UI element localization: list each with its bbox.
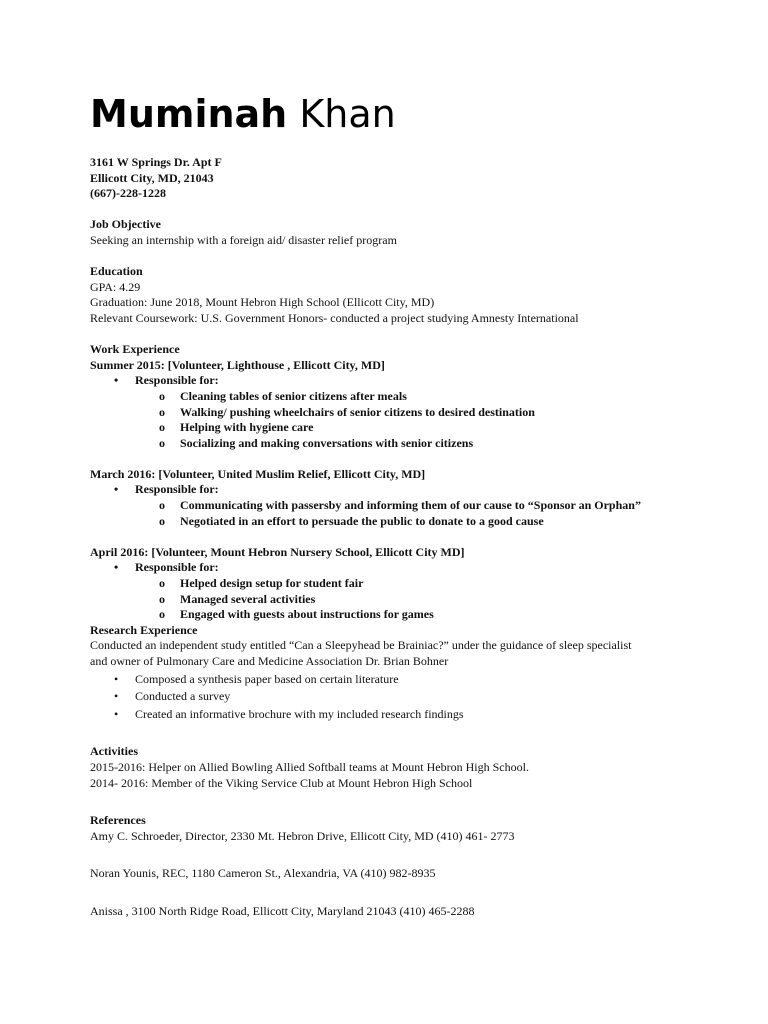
circle-bullet-icon: o	[159, 435, 165, 450]
education-gpa: GPA: 4.29	[90, 279, 141, 294]
duty-text: Helping with hygiene care	[180, 420, 314, 435]
circle-bullet-icon: o	[159, 420, 165, 435]
research-item	[90, 672, 730, 688]
last-name: Khan	[299, 92, 396, 136]
duty-text: Socializing and making conversations with senior citizens	[180, 435, 474, 450]
candidate-name	[90, 92, 396, 136]
circle-bullet-icon: o	[159, 607, 165, 622]
duty-item	[90, 592, 730, 608]
research-description-line-2: and owner of Pulmonary Care and Medicine Association Dr. Brian Bohner	[90, 654, 449, 668]
bullet-icon: •	[114, 706, 119, 721]
reference-item: Amy C. Schroeder, Director, 2330 Mt. Hebron Drive, Ellicott City, MD (410) 461- 2773	[90, 828, 515, 843]
bullet-icon: •	[114, 373, 119, 388]
research-heading: Research Experience	[90, 622, 198, 637]
responsible-label: Responsible for:	[135, 373, 219, 388]
research-item-text: Created an informative brochure with my included research findings	[135, 706, 464, 721]
references-heading: References	[90, 813, 146, 828]
duty-item	[90, 389, 730, 405]
activity-item: 2014- 2016: Member of the Viking Service Club at Mount Hebron High School	[90, 775, 473, 790]
first-name: Muminah	[90, 92, 288, 136]
address-line-2: Ellicott City, MD, 21043	[90, 170, 214, 185]
duty-text: Negotiated in an effort to persuade the public to donate to a good cause	[180, 513, 544, 528]
activity-item: 2015-2016: Helper on Allied Bowling Allied Softball teams at Mount Hebron High School.	[90, 759, 529, 774]
duty-item	[90, 514, 730, 530]
duty-item	[90, 498, 730, 514]
activities-heading: Activities	[90, 744, 138, 759]
address-line-1: 3161 W Springs Dr. Apt F	[90, 155, 222, 169]
duty-item	[90, 405, 730, 421]
reference-item: Noran Younis, REC, 1180 Cameron St., Alexandria, VA (410) 982-8935	[90, 866, 436, 881]
circle-bullet-icon: o	[159, 404, 165, 419]
research-item-text: Conducted a survey	[135, 689, 231, 704]
duty-text: Communicating with passersby and informing them of our cause to “Sponsor an Orphan”	[180, 498, 641, 513]
duty-item	[90, 607, 730, 623]
responsible-bullet	[90, 373, 730, 389]
circle-bullet-icon: o	[159, 388, 165, 403]
circle-bullet-icon: o	[159, 513, 165, 528]
bullet-icon: •	[114, 671, 119, 686]
bullet-icon: •	[114, 482, 119, 497]
work-heading: Work Experience	[90, 342, 180, 357]
education-coursework: Relevant Coursework: U.S. Government Honors- conducted a project studying Amnesty International	[90, 310, 579, 325]
responsible-bullet	[90, 482, 730, 498]
circle-bullet-icon: o	[159, 576, 165, 591]
responsible-label: Responsible for:	[135, 560, 219, 575]
duty-text: Engaged with guests about instructions for games	[180, 607, 434, 622]
duty-item	[90, 420, 730, 436]
duty-text: Helped design setup for student fair	[180, 576, 364, 591]
circle-bullet-icon: o	[159, 498, 165, 513]
duty-item	[90, 576, 730, 592]
duty-text: Managed several activities	[180, 591, 316, 606]
research-item	[90, 707, 730, 723]
circle-bullet-icon: o	[159, 591, 165, 606]
bullet-icon: •	[114, 560, 119, 575]
research-item	[90, 689, 730, 705]
education-heading: Education	[90, 264, 143, 279]
job-title: March 2016: [Volunteer, United Muslim Relief, Ellicott City, MD]	[90, 466, 426, 481]
reference-item: Anissa , 3100 North Ridge Road, Ellicott City, Maryland 21043 (410) 465-2288	[90, 903, 475, 918]
responsible-label: Responsible for:	[135, 482, 219, 497]
education-graduation: Graduation: June 2018, Mount Hebron High School (Ellicott City, MD)	[90, 295, 435, 310]
duty-text: Walking/ pushing wheelchairs of senior citizens to desired destination	[180, 404, 535, 419]
bullet-icon: •	[114, 689, 119, 704]
objective-heading: Job Objective	[90, 217, 161, 232]
job-title: April 2016: [Volunteer, Mount Hebron Nursery School, Ellicott City MD]	[90, 544, 465, 559]
objective-text: Seeking an internship with a foreign aid/ disaster relief program	[90, 232, 397, 247]
responsible-bullet	[90, 560, 730, 576]
job-title: Summer 2015: [Volunteer, Lighthouse , Ellicott City, MD]	[90, 357, 385, 372]
duty-item	[90, 436, 730, 452]
phone-number: (667)-228-1228	[90, 186, 166, 201]
duty-text: Cleaning tables of senior citizens after meals	[180, 388, 407, 403]
research-description-line-1: Conducted an independent study entitled “Can a Sleepyhead be Brainiac?” under the guidance of sleep specialist	[90, 638, 632, 653]
resume-body	[90, 155, 730, 920]
research-item-text: Composed a synthesis paper based on certain literature	[135, 671, 399, 686]
